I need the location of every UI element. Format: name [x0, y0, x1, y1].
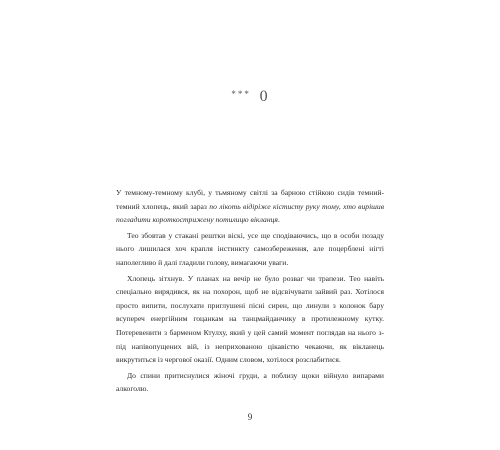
body-text [116, 186, 384, 396]
paragraph-4: До спини притиснулися жіночі груди, а поблизу щоки війнуло випарами алкоголю. [116, 370, 384, 394]
paragraph-2: Тео збовтав у стакані рештки віскі, усе ще сподіваючись, що в особи позаду нього лишилася хоч крапля інстинкту самозбереження, але поцерблені нігті наполегливо й далі гладили голову, вимагаючи уваги. [116, 230, 384, 267]
chapter-number: 0 [259, 88, 269, 105]
italic-phrase: по лікоть відіріже кістисту руку тому, хто вирішив погладити короткострижену потилицю вікланця [116, 201, 385, 225]
paragraph-1: У темному-темному клубі, у тьмяному світлі за барною стійкою сидів темний-темний хлопець, який зараз по лікоть відіріже кістисту руку тому, хто вирішив погладити короткострижену потилицю вікланця. [116, 188, 385, 225]
page-number: 9 [247, 412, 253, 422]
chapter-heading [0, 88, 500, 106]
paragraph-3: Хлопець зітхнув. У планах на вечір не було розваг чи трапези. Тео навіть спеціально вирядився, як на похорон, щоб не відсвічувати зайвий раз. Хотілося просто випити, послухати приглушені пісні сирен, що линули з колонок бару всупереч енергійним гоцанкам на танцмайданчику в протилежному кутку. Потеревенити з барменом Ктулху, який у цей самий момент поглядав на нього з-під напівопущених вій, із неприхованою цікавістю чекаючи, як вікланець викрутиться із чергової оказії. Одним словом, хотілося розслабитися. [116, 273, 384, 365]
section-stars: *** [231, 89, 251, 99]
